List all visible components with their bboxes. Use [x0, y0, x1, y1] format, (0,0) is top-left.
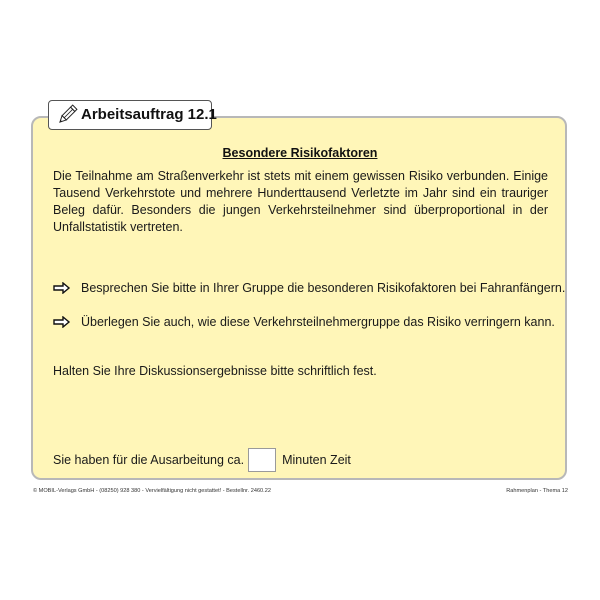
topic-footer: Rahmenplan - Thema 12: [506, 488, 568, 494]
assignment-tab: [48, 100, 217, 130]
minutes-input-box[interactable]: [248, 448, 276, 472]
time-allotment: [53, 448, 351, 472]
assignment-title: Arbeitsauftrag 12.1: [81, 106, 217, 123]
arrow-right-icon: [53, 282, 71, 294]
task-item: [53, 315, 555, 329]
publisher-footer: © MOBIL-Verlags GmbH - (08250) 928 380 - Vervielfältigung nicht gestattet! - Bestellnr. 2460.22: [33, 488, 271, 494]
section-heading: Besondere Risikofaktoren: [222, 146, 378, 160]
intro-paragraph: Die Teilnahme am Straßenverkehr ist stets mit einem gewissen Risiko verbunden. Einige Tausend Verkehrstote und mehrere Hunderttausend Verletzte im Jahr sind ein trauriger Beleg dafür. Besonders die jungen Verkehrsteilnehmer sind überproportional in der Unfallstatistik vertreten.: [53, 169, 548, 234]
task-text: Besprechen Sie bitte in Ihrer Gruppe die besonderen Risikofaktoren bei Fahranfängern.: [81, 281, 566, 295]
record-instruction: Halten Sie Ihre Diskussionsergebnisse bitte schriftlich fest.: [53, 364, 377, 378]
task-text: Überlegen Sie auch, wie diese Verkehrsteilnehmergruppe das Risiko verringern kann.: [81, 315, 555, 329]
pencil-icon: [55, 103, 79, 127]
arrow-right-icon: [53, 316, 71, 328]
time-prefix: Sie haben für die Ausarbeitung ca.: [53, 453, 245, 467]
task-item: [53, 281, 565, 295]
time-suffix: Minuten Zeit: [282, 453, 351, 467]
